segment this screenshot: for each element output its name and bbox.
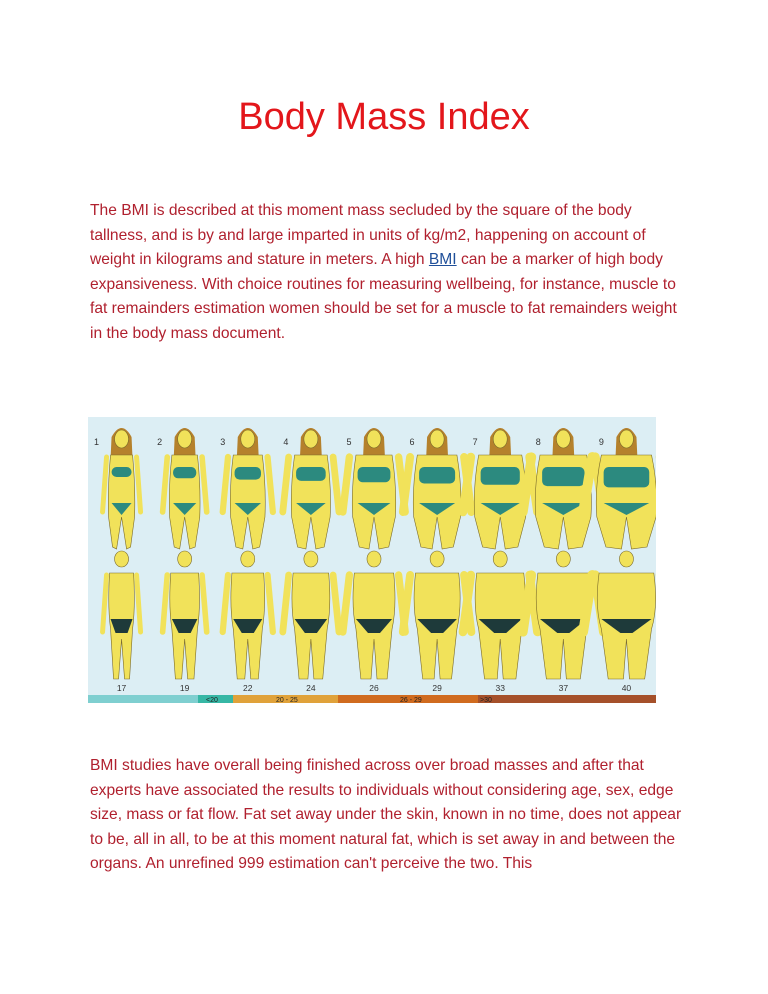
bmi-value-label: 33 <box>495 683 505 693</box>
panel-number: 9 <box>598 437 604 447</box>
female-head <box>304 430 318 448</box>
bmi-value-label: 40 <box>621 683 632 693</box>
female-head <box>115 430 129 448</box>
female-bikini-top <box>358 467 391 482</box>
panel-number: 5 <box>346 437 352 447</box>
bmi-value-label: 29 <box>432 683 442 693</box>
intro-paragraph <box>90 199 690 346</box>
female-head <box>493 430 507 448</box>
bmi-category-label: <20 <box>206 697 218 703</box>
bmi-category-label: 20 - 25 <box>276 697 298 703</box>
male-head <box>493 551 507 567</box>
panel-number: 1 <box>94 437 100 447</box>
female-head <box>556 430 570 448</box>
male-head <box>304 551 318 567</box>
panel-number: 8 <box>535 437 541 447</box>
body-paragraph: BMI studies have overall being finished across over broad masses and after that experts have associated the results to individuals without considering age, sex, edge size, mass or fat flow. Fat set away under the skin, known in no time, does not appear to be, all in all, to be at this moment natural fat, which is set away in and between the organs. An unrefined 999 estimation can't perceive the two. This <box>90 757 682 872</box>
bmi-category-label: 26 - 29 <box>400 697 422 703</box>
male-head <box>430 551 444 567</box>
bmi-body-shapes-figure <box>88 417 656 703</box>
panel-number: 7 <box>472 437 478 447</box>
female-bikini-top <box>235 467 261 480</box>
female-bikini-top <box>481 467 520 485</box>
female-bikini-top <box>604 467 650 487</box>
female-bikini-top <box>173 467 196 478</box>
bmi-value-label: 24 <box>306 683 316 693</box>
male-head <box>619 551 633 567</box>
panel-number: 4 <box>283 437 289 447</box>
bmi-value-label: 19 <box>179 683 190 693</box>
male-head <box>556 551 570 567</box>
intro-text-before-link: The BMI is described at this moment mass secluded by the square of the body tallness, and is by and large imparted in units of kg/m2, happening on account of weight in kilograms and stature in meters. A high <box>90 202 646 268</box>
female-bikini-top <box>296 467 326 481</box>
male-head <box>241 551 255 567</box>
female-head <box>178 430 192 448</box>
female-head <box>619 430 633 448</box>
page-title: Body Mass Index <box>238 96 530 138</box>
male-head <box>178 551 192 567</box>
female-head <box>241 430 255 448</box>
bmi-link[interactable]: BMI <box>428 251 457 268</box>
panel-number: 3 <box>220 437 226 447</box>
female-bikini-top <box>542 467 584 486</box>
bmi-category-bar-segment <box>478 695 656 703</box>
panel-number: 6 <box>409 437 415 447</box>
female-head <box>367 430 381 448</box>
male-head <box>367 551 381 567</box>
female-head <box>430 430 444 448</box>
intro-text-after-link: can be a marker of high body expansiveness. With choice routines for measuring wellbeing, for instance, muscle to fat remainders estimation women should be set for a muscle to fat remainders weight in the body mass document. <box>90 251 677 342</box>
bmi-value-label: 17 <box>116 683 127 693</box>
male-head <box>115 551 129 567</box>
female-bikini-top <box>419 467 455 484</box>
panel-number: 2 <box>157 437 163 447</box>
bmi-value-label: 37 <box>558 683 569 693</box>
female-bikini-top <box>112 467 132 477</box>
bmi-value-label: 26 <box>369 683 379 693</box>
bmi-value-label: 22 <box>243 683 253 693</box>
bmi-category-label: >30 <box>480 697 492 703</box>
bmi-category-bar-segment <box>88 695 198 703</box>
